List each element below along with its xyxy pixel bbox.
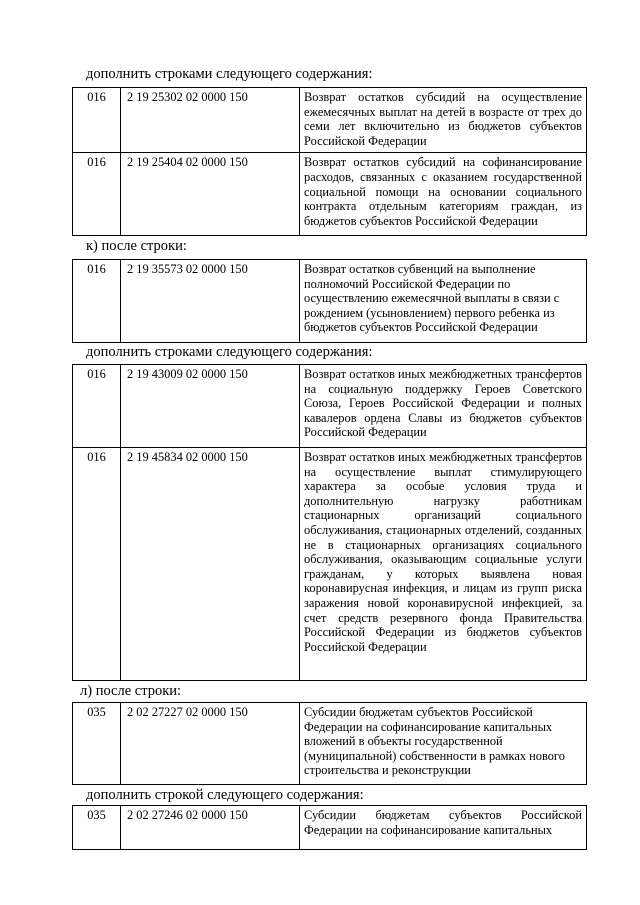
description-cell: Возврат остатков иных межбюджетных трансфертов на социальную поддержку Героев Советского Союза, Героев Российской Федерации и полных кавалеров ордена Славы из бюджетов субъектов Российской Федерации — [300, 365, 587, 448]
section-heading: дополнить строками следующего содержания: — [86, 66, 373, 82]
admin-code-cell: 035 — [73, 806, 121, 850]
budget-table — [72, 364, 587, 681]
admin-code-cell: 016 — [73, 448, 121, 681]
admin-code-cell: 035 — [73, 703, 121, 785]
table-row — [73, 88, 587, 153]
kbk-code-cell: 2 19 45834 02 0000 150 — [121, 448, 300, 681]
table-row — [73, 365, 587, 448]
table-row — [73, 260, 587, 343]
description-cell: Возврат остатков субвенций на выполнение полномочий Российской Федерации по осуществлению ежемесячной выплаты в связи с рождением (усыновлением) первого ребенка из бюджетов субъектов Российской Федерации — [300, 260, 587, 343]
table-row — [73, 703, 587, 785]
description-cell: Возврат остатков субсидий на софинансирование расходов, связанных с оказанием государственной социальной помощи на основании социального контракта отдельным категориям граждан, из бюджетов субъектов Российской Федерации — [300, 153, 587, 236]
description-cell: Субсидии бюджетам субъектов Российской Федерации на софинансирование капитальных вложений в объекты государственной (муниципальной) собственности в рамках нового строительства и реконструкции — [300, 703, 587, 785]
admin-code-cell: 016 — [73, 153, 121, 236]
kbk-code-cell: 2 19 35573 02 0000 150 — [121, 260, 300, 343]
section-heading: дополнить строкой следующего содержания: — [86, 787, 364, 803]
description-cell: Субсидии бюджетам субъектов Российской Федерации на софинансирование капитальных — [300, 806, 587, 850]
kbk-code-cell: 2 19 25404 02 0000 150 — [121, 153, 300, 236]
budget-table — [72, 259, 587, 343]
admin-code-cell: 016 — [73, 260, 121, 343]
description-cell: Возврат остатков субсидий на осуществление ежемесячных выплат на детей в возрасте от трех до семи лет включительно из бюджетов субъектов Российской Федерации — [300, 88, 587, 153]
admin-code-cell: 016 — [73, 365, 121, 448]
kbk-code-cell: 2 02 27227 02 0000 150 — [121, 703, 300, 785]
kbk-code-cell: 2 02 27246 02 0000 150 — [121, 806, 300, 850]
table-row — [73, 806, 587, 850]
budget-table — [72, 702, 587, 785]
admin-code-cell: 016 — [73, 88, 121, 153]
budget-table — [72, 805, 587, 850]
section-heading: дополнить строками следующего содержания: — [86, 344, 373, 360]
table-row — [73, 153, 587, 236]
kbk-code-cell: 2 19 25302 02 0000 150 — [121, 88, 300, 153]
section-heading: к) после строки: — [86, 238, 187, 254]
kbk-code-cell: 2 19 43009 02 0000 150 — [121, 365, 300, 448]
budget-table — [72, 87, 587, 236]
description-cell: Возврат остатков иных межбюджетных трансфертов на осуществление выплат стимулирующего характера за особые условия труда и дополнительную нагрузку работникам стационарных организаций социального обслуживания, стационарных отделений, созданных не в стационарных организациях социального обслуживания, оказывающим социальные услуги гражданам, у которых выявлена новая коронавирусная инфекция, и лицам из групп риска заражения новой коронавирусной инфекцией, за счет средств резервного фонда Правительства Российской Федерации из бюджетов субъектов Российской Федерации — [300, 448, 587, 681]
section-heading: л) после строки: — [80, 683, 182, 699]
table-row — [73, 448, 587, 681]
